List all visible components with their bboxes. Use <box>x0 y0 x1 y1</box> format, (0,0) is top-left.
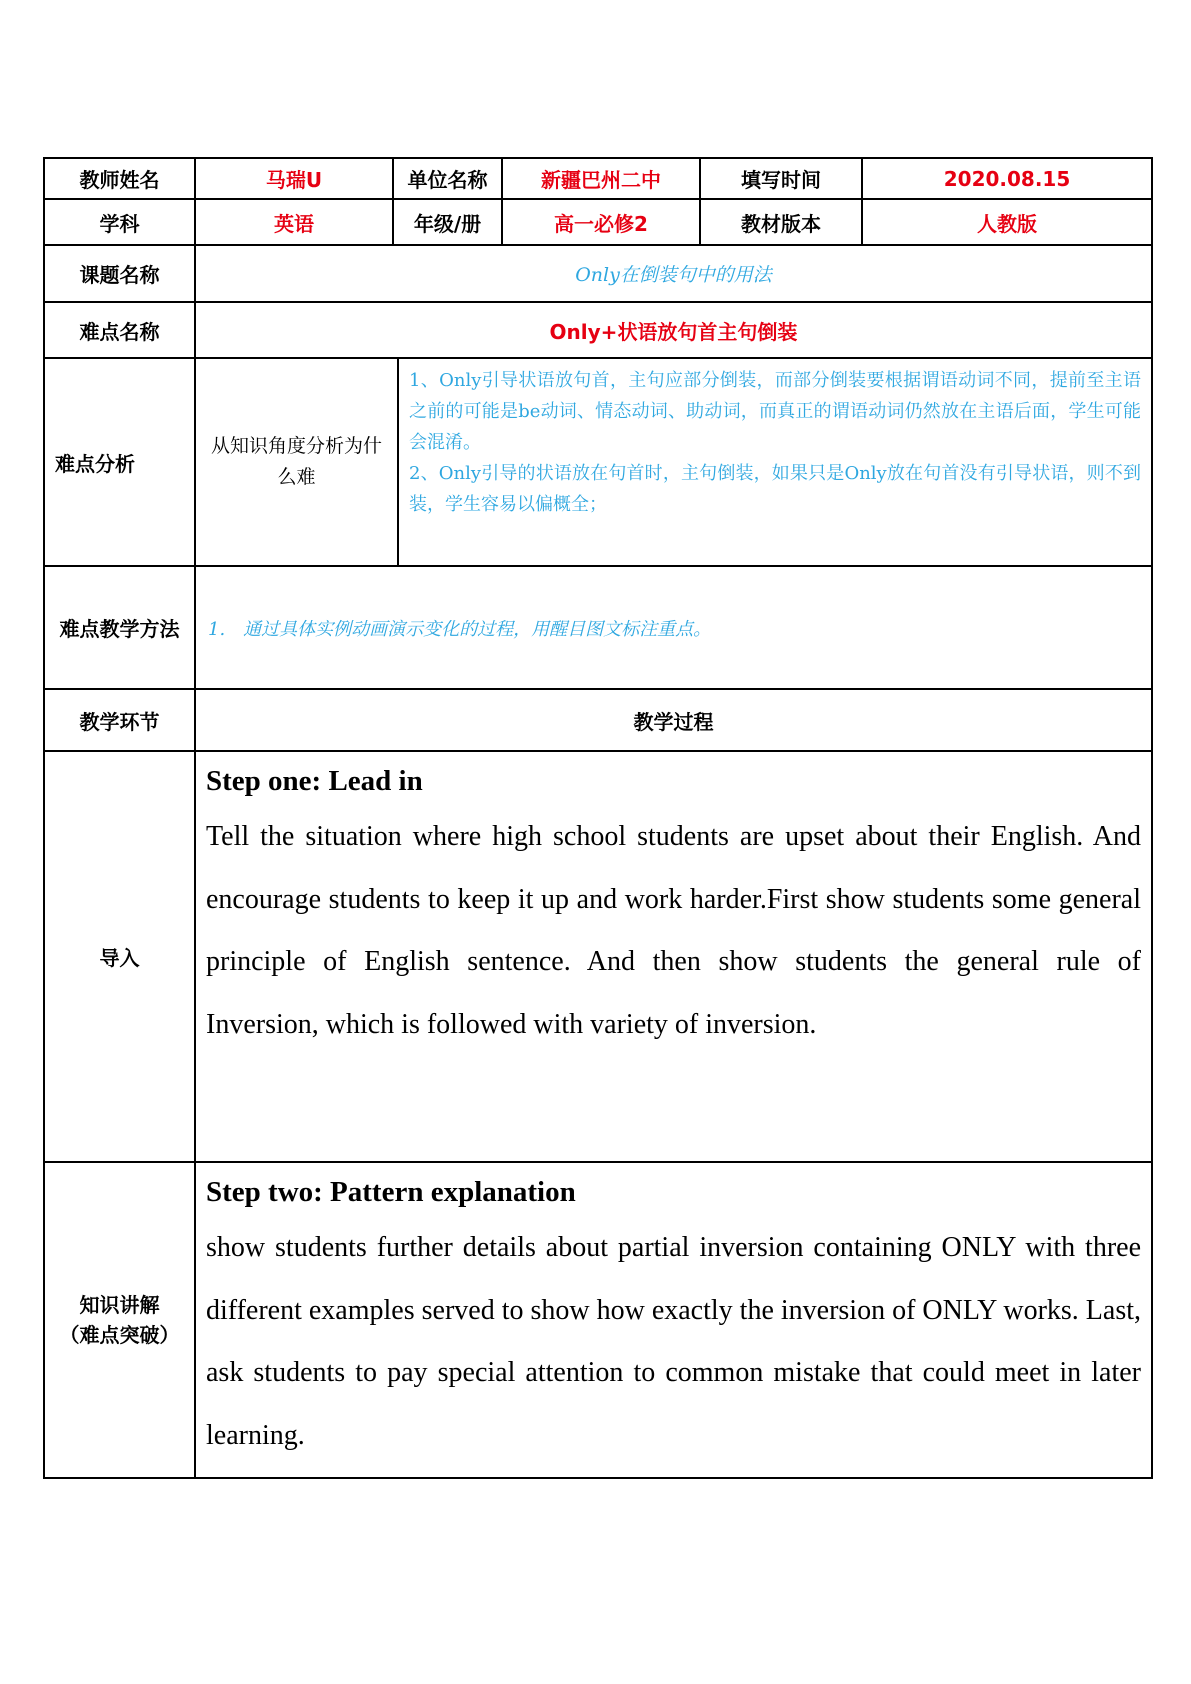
subject-value: 英语 <box>196 200 394 244</box>
analysis-point-1: 1、Only引导状语放句首，主句应部分倒装，而部分倒装要根据谓语动词不同，提前至主语之前的可能是be动词、情态动词、助动词，而真正的谓语动词仍然放在主语后面，学生可能会混淆。 <box>409 370 1141 453</box>
method-label: 难点教学方法 <box>45 567 196 688</box>
header-row-1 <box>45 159 1151 200</box>
grade-label: 年级/册 <box>394 200 503 244</box>
stage-name <box>45 1163 196 1477</box>
method-value: 1. 通过具体实例动画演示变化的过程，用醒目图文标注重点。 <box>208 618 712 640</box>
teacher-label: 教师姓名 <box>45 159 196 198</box>
teacher-value: 马瑞U <box>196 159 394 198</box>
analysis-label: 难点分析 <box>45 359 196 565</box>
difficulty-label: 难点名称 <box>45 303 196 357</box>
stage-row-lead-in <box>45 752 1151 1163</box>
stage-name-line-2: （难点突破） <box>59 1323 180 1347</box>
stage-name: 导入 <box>45 752 196 1161</box>
topic-label: 课题名称 <box>45 246 196 301</box>
stage-name-line-1: 知识讲解 <box>79 1293 160 1317</box>
analysis-content <box>399 359 1151 565</box>
step-title: Step one: Lead in <box>206 765 423 797</box>
subject-label: 学科 <box>45 200 196 244</box>
method-row <box>45 567 1151 690</box>
unit-value: 新疆巴州二中 <box>503 159 701 198</box>
step-title: Step two: Pattern explanation <box>206 1176 576 1208</box>
textbook-label: 教材版本 <box>701 200 863 244</box>
grade-value: 高一必修2 <box>503 200 701 244</box>
analysis-point-2: 2、Only引导的状语放在句首时，主句倒装，如果只是Only放在句首没有引导状语，则不到装，学生容易以偏概全； <box>409 463 1141 515</box>
difficulty-row <box>45 303 1151 359</box>
date-label: 填写时间 <box>701 159 863 198</box>
analysis-row <box>45 359 1151 567</box>
stage-content <box>196 1163 1151 1477</box>
stage-content <box>196 752 1151 1161</box>
header-row-2 <box>45 200 1151 246</box>
step-body: Tell the situation where high school students are upset about their English. And encourage students to keep it up and work harder.First show students some general principle of English sentence. And then show students the general rule of Inversion, which is followed with variety of inversion. <box>206 821 1141 1040</box>
difficulty-value: Only+状语放句首主句倒装 <box>549 319 798 344</box>
stage-column-label: 教学环节 <box>45 690 196 750</box>
topic-row <box>45 246 1151 303</box>
process-header-row <box>45 690 1151 752</box>
date-value: 2020.08.15 <box>943 166 1071 191</box>
analysis-sub-label: 从知识角度分析为什么难 <box>196 359 399 565</box>
stage-row-pattern <box>45 1163 1151 1477</box>
process-column-label: 教学过程 <box>633 709 714 734</box>
topic-value: Only在倒装句中的用法 <box>575 264 772 286</box>
unit-label: 单位名称 <box>394 159 503 198</box>
lesson-plan-table <box>43 157 1153 1479</box>
textbook-value: 人教版 <box>977 211 1037 236</box>
step-body: show students further details about partial inversion containing ONLY with three different examples served to show how exactly the inversion of ONLY works. Last, ask students to pay special attention to common mistake that could meet in later learning. <box>206 1232 1141 1451</box>
